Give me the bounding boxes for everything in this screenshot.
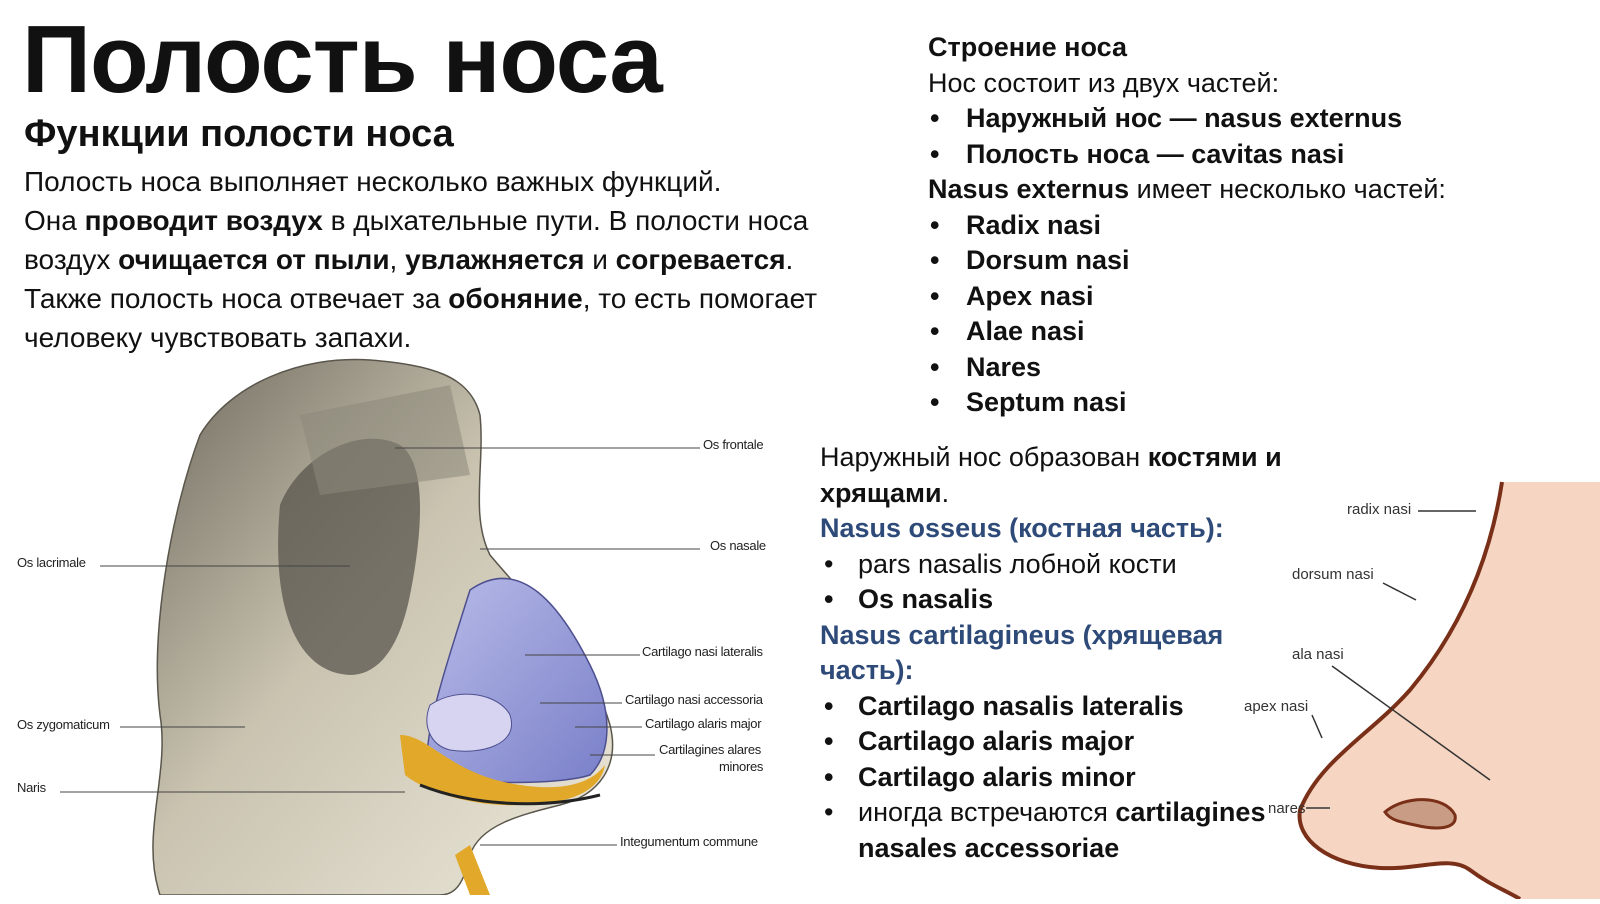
label-os-frontale: Os frontale <box>703 437 764 452</box>
list-item: • Nares <box>928 350 1568 386</box>
skull-nose-drawing <box>0 355 790 895</box>
label-ala-nasi: ala nasi <box>1292 646 1344 663</box>
intro-line: воздух очищается от пыли, увлажняется и согревается. <box>24 244 794 275</box>
label-cartilago-alaris-major: Cartilago alaris major <box>645 716 762 731</box>
structure-heading: Строение носа <box>928 32 1127 62</box>
composition-section <box>820 440 1290 866</box>
list-item: • Cartilago alaris major <box>820 724 1290 760</box>
nose-profile-illustration <box>1240 480 1600 899</box>
nose-profile-drawing <box>1240 480 1600 899</box>
intro-paragraph <box>24 162 884 357</box>
intro-line: Также полость носа отвечает за обоняние, то есть помогает <box>24 283 818 314</box>
list-item: • Septum nasi <box>928 385 1568 421</box>
external-parts-list <box>928 208 1568 421</box>
cartilagineus-list <box>820 689 1290 867</box>
page-title: Полость носа <box>22 6 662 113</box>
structure-section <box>928 30 1568 421</box>
label-integumentum-commune: Integumentum commune <box>620 834 758 849</box>
list-item: • Наружный нос — nasus externus <box>928 101 1568 137</box>
section-subtitle: Функции полости носа <box>24 113 454 155</box>
label-nares: nares <box>1268 800 1306 817</box>
intro-line: человеку чувствовать запахи. <box>24 322 412 353</box>
label-cartilagines-alares: Cartilagines alares <box>659 742 761 757</box>
cartilagineus-heading: Nasus cartilagineus (хрящевая часть): <box>820 619 1224 685</box>
composition-intro: Наружный нос образован костями и <box>820 442 1282 472</box>
intro-line: Она проводит воздух в дыхательные пути. В полости носа <box>24 205 809 236</box>
list-item: • Dorsum nasi <box>928 243 1568 279</box>
label-cartilago-nasi-lateralis: Cartilago nasi lateralis <box>642 644 763 659</box>
list-item: • Os nasalis <box>820 582 1290 618</box>
osseus-list <box>820 547 1290 618</box>
list-item: • Cartilago nasalis lateralis <box>820 689 1290 725</box>
label-cartilagines-alares-minores: minores <box>719 759 764 774</box>
label-os-lacrimale: Os lacrimale <box>17 555 86 570</box>
parts-intro: Нос состоит из двух частей: <box>928 67 1280 98</box>
list-item: • иногда встречаются cartilagines nasales accessoriae <box>820 795 1290 866</box>
parts-list <box>928 101 1568 172</box>
list-item: • Cartilago alaris minor <box>820 760 1290 796</box>
anatomy-illustration <box>0 355 790 895</box>
label-os-zygomaticum: Os zygomaticum <box>17 717 110 732</box>
composition-intro-cont: хрящами. <box>820 477 950 508</box>
list-item: • Полость носа — cavitas nasi <box>928 137 1568 173</box>
label-os-nasale: Os nasale <box>710 538 766 553</box>
osseus-heading: Nasus osseus (костная часть): <box>820 513 1224 543</box>
label-cartilago-nasi-accessoria: Cartilago nasi accessoria <box>625 692 763 707</box>
label-radix-nasi: radix nasi <box>1347 501 1412 518</box>
label-dorsum-nasi: dorsum nasi <box>1292 566 1374 583</box>
list-item: • Radix nasi <box>928 208 1568 244</box>
list-item: • Alae nasi <box>928 314 1568 350</box>
list-item: • pars nasalis лобной кости <box>820 547 1290 583</box>
external-nose-intro: Nasus externus имеет несколько частей: <box>928 174 1446 204</box>
intro-line: Полость носа выполняет несколько важных функций. <box>24 166 722 197</box>
label-apex-nasi: apex nasi <box>1244 698 1309 715</box>
label-naris: Naris <box>17 780 46 795</box>
list-item: • Apex nasi <box>928 279 1568 315</box>
